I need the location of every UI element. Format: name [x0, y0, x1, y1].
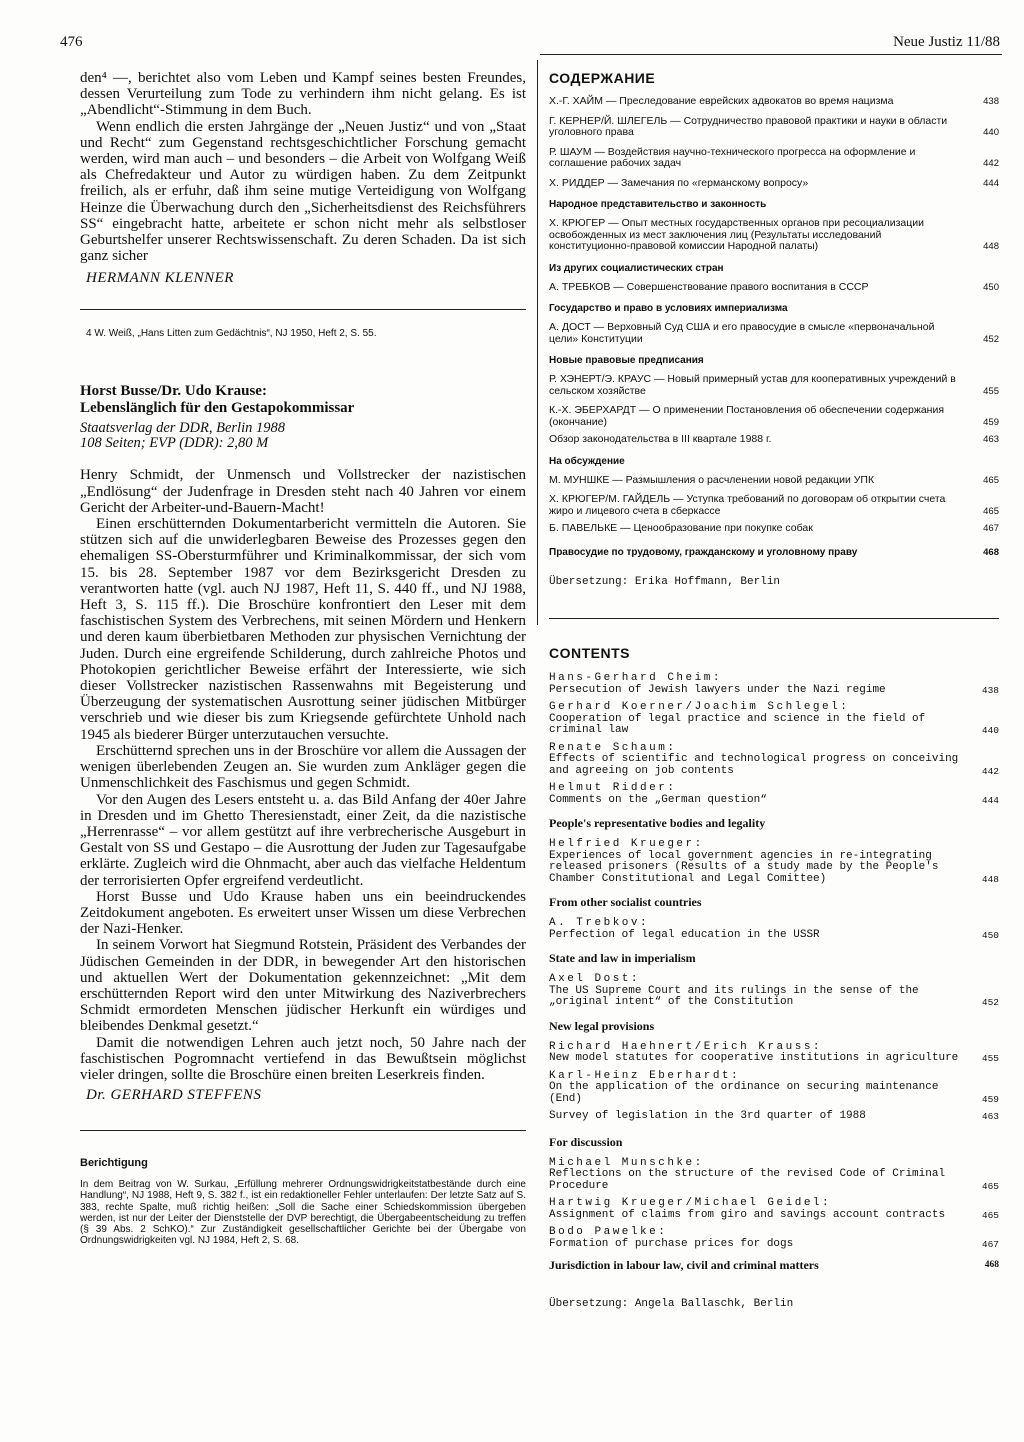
toc-en-category: State and law in imperialism	[549, 951, 696, 965]
paragraph: den⁴ —, berichtet also vom Leben und Kampf seines besten Freundes, dessen Verurteilung zum Tode zu verhindern ihm nicht gelang. Es ist „Abendlicht“-Stimmung in dem Buch.	[80, 70, 526, 119]
toc-en-entry: Karl-Heinz Eberhardt: On the application of the ordinance on securing maintenance (End) 459	[549, 1069, 999, 1105]
toc-ru-entry: А. ДОСТ — Верховный Суд США и его правосудие в смысле «первоначальной цели» Конституции 452	[549, 321, 999, 345]
toc-ru-entry: Г. КЕРНЕР/Й. ШЛЕГЕЛЬ — Сотрудничество правовой практики и науки в области уголовного права 440	[549, 114, 999, 138]
book-review	[80, 383, 526, 1104]
footnote: 4 W. Weiß, „Hans Litten zum Gedächtnis“, NJ 1950, Heft 2, S. 55.	[86, 328, 377, 340]
toc-russian	[549, 70, 999, 588]
header-rule	[540, 54, 1002, 55]
section-rule	[80, 309, 526, 310]
toc-ru-entry: А. ТРЕБКОВ — Совершенствование правого воспитания в СССР 450	[549, 280, 999, 293]
right-column	[549, 70, 999, 1310]
toc-ru-entry: Х.-Г. ХАЙМ — Преследование еврейских адвокатов во время нацизма 438	[549, 95, 999, 107]
toc-en-entry: Bodo Pawelke: Formation of purchase prices for dogs 467	[549, 1226, 999, 1250]
toc-en-category: From other socialist countries	[549, 895, 702, 909]
toc-ru-heading: СОДЕРЖАНИЕ	[549, 70, 656, 86]
toc-ru-entry: К.-Х. ЭБЕРХАРДТ — О применении Постановления об обеспечении содержания (окончание) 459	[549, 404, 999, 428]
toc-en-entry: Renate Schaum: Effects of scientific and technological progress on conceiving and agreeing on job contents 442	[549, 741, 999, 777]
toc-ru-category: На обсуждение	[549, 455, 625, 467]
toc-en-entry: Helmut Ridder: Comments on the „German question“ 444	[549, 782, 999, 806]
review-publisher: Staatsverlag der DDR, Berlin 1988	[80, 420, 285, 437]
toc-ru-entry: Х. РИДДЕР — Замечания по «германскому вопросу» 444	[549, 176, 999, 189]
toc-en-entry: A. Trebkov: Perfection of legal education in the USSR 450	[549, 917, 999, 941]
toc-en-entry: Helfried Krueger: Experiences of local government agencies in re-integrating released prisoners (Results of a study made by the People's Chamber Constitutional and Legal Comittee) 448	[549, 838, 999, 885]
toc-en-entry: Gerhard Koerner/Joachim Schlegel: Cooperation of legal practice and science in the field of criminal law 440	[549, 701, 999, 736]
toc-ru-category: Из других социалистических стран	[549, 262, 724, 274]
paragraph: Wenn endlich die ersten Jahrgänge der „Neuen Justiz“ und von „Staat und Recht“ zum Gegenstand rechtsgeschichtlicher Forschung gemacht werden, wird man auch – und besonders – die Arbeit von Wolfgang Weiß als Chefredakteur und Autor zu würdigen haben. Zu dem Zeitpunkt freilich, als er erfuhr, daß ihm seine mutige Verteidigung von Wolfgang Heinze die Überwachung durch den „Sicherheitsdienst des Reichsführers SS“ eingebracht hatte, arbeitete er schon nicht mehr als selbstloser Geburtshelfer unserer Rechtswissenschaft. Zu deren Schaden. Da ist sich ganz sicher	[80, 118, 526, 265]
paragraph: Vor den Augen des Lesers entsteht u. a. das Bild Anfang der 40er Jahre in Dresden und im Ghetto Theresienstadt, einer Zeit, da die nazistische „Herrenrasse“ – vor allem gestützt auf ihre verbrecherische Ausgeburt in Gestalt von SS und Gestapo – die Ausrottung der Juden zur Tagesaufgabe erklärte. Zugleich wird die Ohnmacht, aber auch das vielfache Heldentum der terrorisierten Opfer ergreifend verdeutlicht.	[80, 791, 526, 889]
toc-ru-translator: Übersetzung: Erika Hoffmann, Berlin	[549, 576, 781, 588]
toc-en-category: New legal provisions	[549, 1018, 655, 1033]
left-column	[80, 70, 526, 1246]
toc-ru-entry: Р. ХЭНЕРТ/Э. КРАУС — Новый примерный устав для кооперативных учреждений в сельском хозяйстве 455	[549, 373, 999, 397]
toc-ru-category: Народное представительство и законность	[549, 199, 767, 210]
toc-en-entry: Jurisdiction in labour law, civil and criminal matters 468	[549, 1258, 999, 1272]
toc-ru-entry: Р. ШАУМ — Воздействия научно-технического прогресса на оформление и соглашение рабочих задач 442	[549, 145, 999, 169]
column-rule	[537, 60, 538, 625]
toc-ru-category: Новые правовые предписания	[549, 355, 704, 366]
paragraph: Einen erschütternden Dokumentarbericht vermitteln die Autoren. Sie stützen sich auf die unwiderlegbaren Beweise des Prozesses gegen den ehemaligen SS-Obersturmführer und Kriminalkommissar, der sich vom 15. bis 28. September 1987 vor dem Bezirksgericht Dresden zu verantworten hatte (vgl. auch NJ 1987, Heft 11, S. 440 ff., und NJ 1988, Heft 3, S. 115 ff.). Die Broschüre konfrontiert den Leser mit dem faschistischen System des Verbrechens, mit seinen Mördern und Henkern und deren kaum überbietbaren Methoden zur physischen Vernichtung der Juden. Durch eine ergreifende Schilderung, durch zahlreiche Photos und Photokopien gerichtlicher Beweise erfährt der Interessierte, wie sich dieser Vollstrecker nazistischen Rassenwahns mit Begeisterung und Überzeugung der systematischen Ausrottung seiner jüdischen Mitbürger verschrieb und wie dieser bis zum Kriegsende gefürchtete Unhold nach 1945 als biederer Bürger unterzutauchen versuchte.	[80, 516, 526, 743]
toc-en-category: For discussion	[549, 1134, 623, 1149]
journal-issue: Neue Justiz 11/88	[893, 34, 1000, 50]
review-text	[80, 467, 526, 1083]
toc-english	[549, 645, 999, 1310]
toc-ru-category: Государство и право в условиях империализма	[549, 303, 788, 314]
toc-en-entry: Axel Dost: The US Supreme Court and its rulings in the sense of the „original intent“ of the Constitution 452	[549, 973, 999, 1008]
review-pages-price: 108 Seiten; EVP (DDR): 2,80 M	[80, 435, 269, 452]
toc-ru-entry: М. МУНШКЕ — Размышления о расчленении новой редакции УПК 465	[549, 473, 999, 486]
toc-en-entry: Survey of legislation in the 3rd quarter of 1988 463	[549, 1110, 999, 1122]
review-book-title: Lebenslänglich für den Gestapokommissar	[80, 400, 355, 417]
review-authors: Horst Busse/Dr. Udo Krause:	[80, 383, 267, 400]
correction-notice	[80, 1157, 526, 1246]
section-rule	[549, 618, 999, 619]
review-end-text	[80, 70, 526, 264]
signature-steffens: Dr. GERHARD STEFFENS	[86, 1087, 262, 1104]
signature-klenner: HERMANN KLENNER	[86, 270, 234, 287]
correction-text: In dem Beitrag von W. Surkau, „Erfüllung mehrerer Ordnungswidrigkeitstatbestände durch eine Handlung“, NJ 1988, Heft 9, S. 382 f., ist ein redaktioneller Fehler unterlaufen: Der letzte Satz auf S. 383, rechte Spalte, muß richtig heißen: „Soll die Sache einer Schiedskommission übergeben werden, ist nur der Leiter der Dienststelle der DVP berechtigt, die Übergabeentscheidung zu treffen (§ 39 Abs. 2 SchKO).“ Zur Zuständigkeit gesellschaftlicher Gerichte bei der Übergabe von Ordnungswidrigkeiten vgl. NJ 1984, Heft 2, S. 68.	[80, 1179, 526, 1247]
toc-en-entry: Hartwig Krueger/Michael Geidel: Assignment of claims from giro and savings account contracts 465	[549, 1197, 999, 1221]
paragraph: Horst Busse und Udo Krause haben uns ein beeindruckendes Zeitdokument angeboten. Es erweitert unser Wissen um diese Verbrechen der Nazi-Henker.	[80, 888, 526, 938]
toc-en-category: People's representative bodies and legality	[549, 816, 766, 830]
toc-en-heading: CONTENTS	[549, 645, 630, 661]
toc-ru-entry: Х. КРЮГЕР — Опыт местных государственных органов при ресоциализации освобожденных из мест заключения лиц (Результаты исследований конституционно-правовой комиссии Народной палаты) 448	[549, 217, 999, 252]
toc-ru-entry: Правосудие по трудовому, гражданскому и уголовному праву 468	[549, 546, 999, 558]
paragraph: In seinem Vorwort hat Siegmund Rotstein, Präsident des Verbandes der Jüdischen Gemeinden in der DDR, in bewegender Art den historischen und aktuellen Wert der Dokumentation gekennzeichnet: „Mit dem erschütternden Report wird den unter Mitwirkung des Naziverbrechers Schmidt ermordeten Menschen jüdischer Herkunft ein würdiges und bleibendes Denkmal gesetzt.“	[80, 937, 526, 1035]
toc-en-translator: Übersetzung: Angela Ballaschk, Berlin	[549, 1297, 794, 1310]
toc-en-entry: Hans-Gerhard Cheim: Persecution of Jewish lawyers under the Nazi regime 438	[549, 672, 999, 696]
toc-en-entry: Richard Haehnert/Erich Krauss: New model statutes for cooperative institutions in agriculture 455	[549, 1040, 999, 1064]
toc-ru-entry: Х. КРЮГЕР/М. ГАЙДЕЛЬ — Уступка требований по договорам об открытии счета жиро и лицевого счета в сберкассе 465	[549, 493, 999, 517]
section-rule	[80, 1130, 526, 1131]
paragraph: Henry Schmidt, der Unmensch und Vollstrecker der nazistischen „Endlösung“ der Judenfrage in Dresden steht nach 40 Jahren vor einem Gericht der Arbeiter-und-Bauern-Macht!	[80, 467, 526, 516]
correction-heading: Berichtigung	[80, 1157, 148, 1170]
page-number: 476	[60, 34, 83, 50]
paragraph: Erschütternd sprechen uns in der Broschüre vor allem die Aussagen der wenigen überlebenden Zeugen an. Sie wurden zum Ankläger gegen die Unmenschlichkeit des Faschismus und gegen Schmidt.	[80, 742, 526, 792]
toc-ru-entry: Б. ПАВЕЛЬКЕ — Ценообразование при покупке собак 467	[549, 522, 999, 534]
toc-en-entry: Michael Munschke: Reflections on the structure of the revised Code of Criminal Procedure 465	[549, 1156, 999, 1192]
paragraph: Damit die notwendigen Lehren auch jetzt noch, 50 Jahre nach der faschistischen Pogromnacht vertiefend in das Bewußtsein möglichst vieler dringen, sollte die Broschüre einen breiten Leserkreis finden.	[80, 1034, 526, 1083]
toc-ru-entry: Обзор законодательства в III квартале 1988 г. 463	[549, 433, 999, 445]
